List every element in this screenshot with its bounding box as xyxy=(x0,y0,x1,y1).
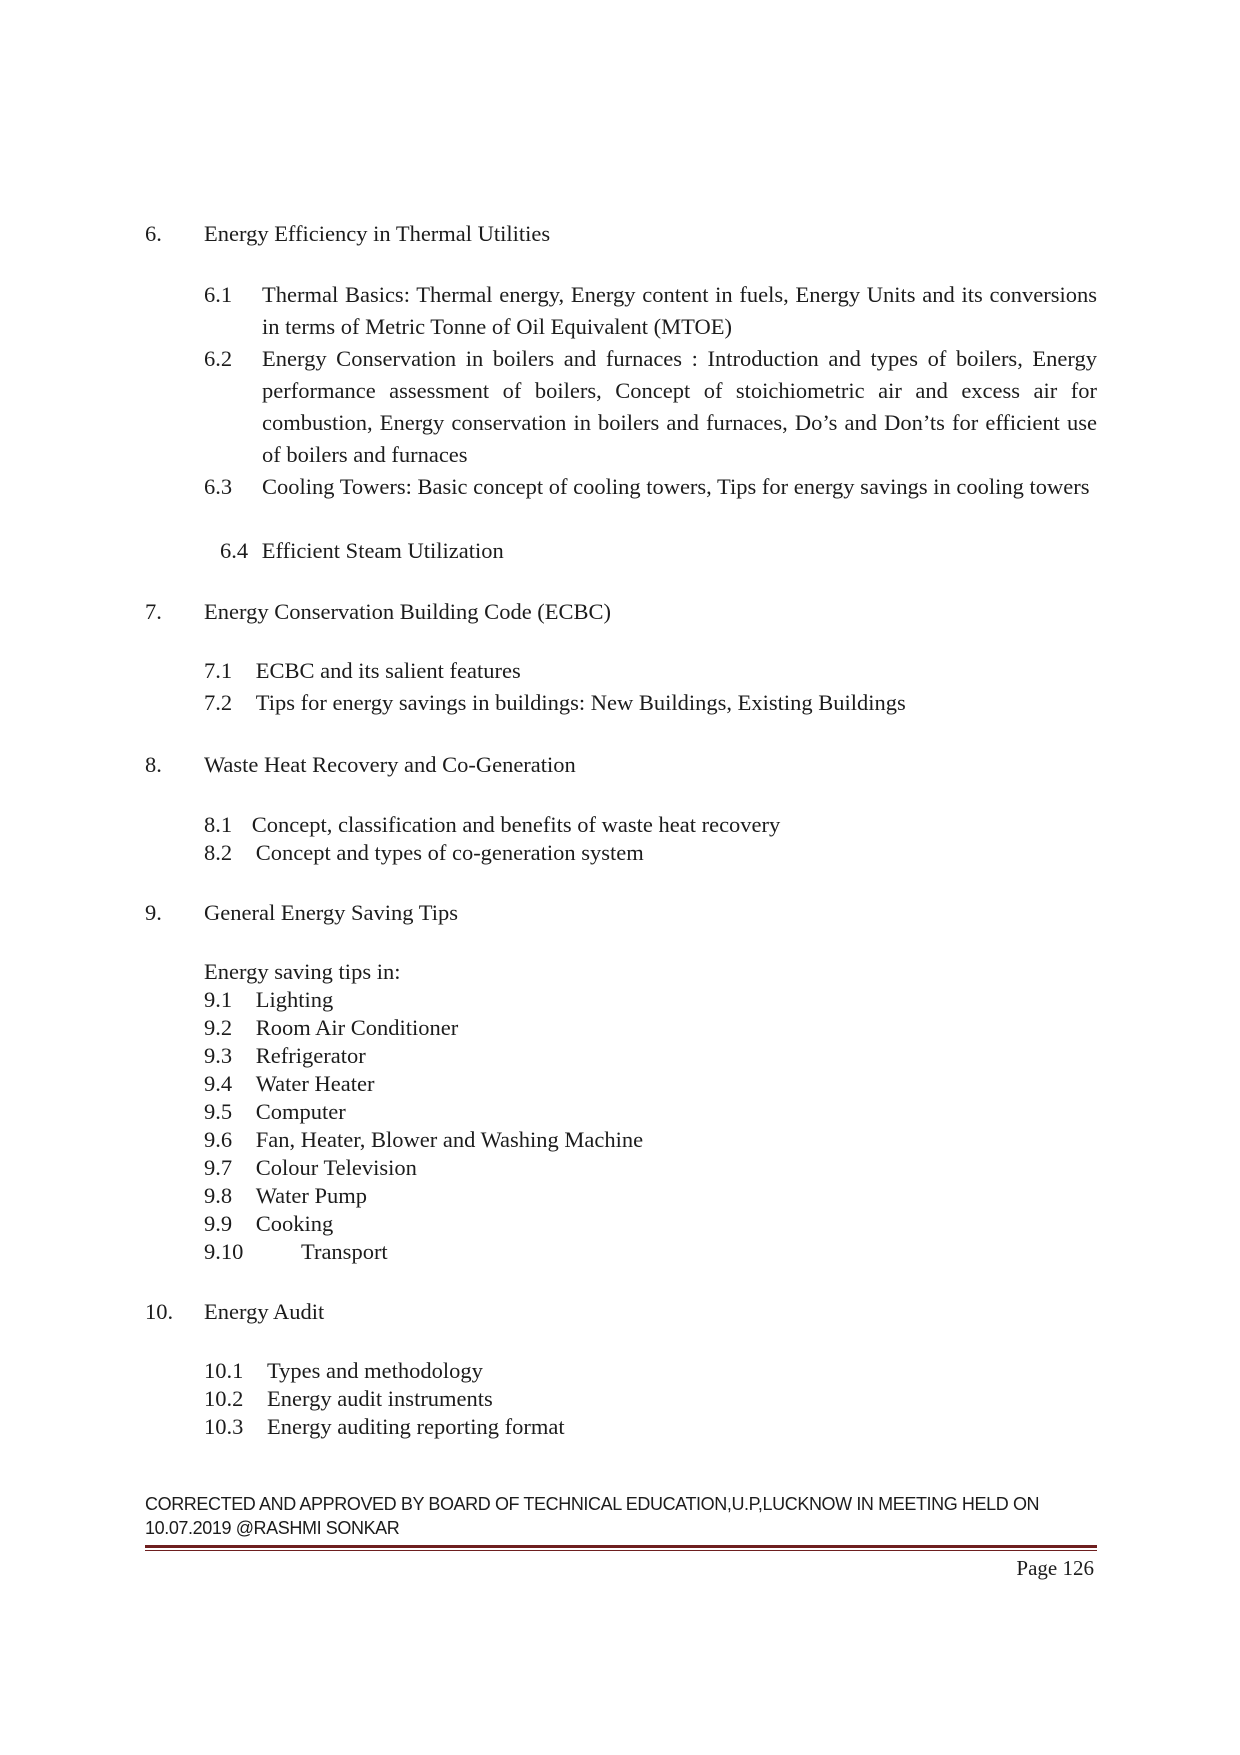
item-number: 10.1 xyxy=(204,1358,244,1383)
footer-approval-line: CORRECTED AND APPROVED BY BOARD OF TECHNICAL EDUCATION,U.P,LUCKNOW IN MEETING HELD ON xyxy=(145,1494,1040,1514)
item-text: Energy audit instruments xyxy=(267,1386,493,1411)
section-number: 8. xyxy=(145,752,162,777)
item-number: 8.2 xyxy=(204,840,233,865)
item-text: Cooking xyxy=(255,1211,334,1236)
section-number: 10. xyxy=(145,1299,174,1324)
section-title: Waste Heat Recovery and Co-Generation xyxy=(204,752,576,777)
item-number: 9.6 xyxy=(204,1127,233,1152)
item-number: 9.2 xyxy=(204,1015,233,1040)
list-item xyxy=(204,279,1097,343)
item-text: ECBC and its salient features xyxy=(255,658,521,683)
section-title: Energy Audit xyxy=(204,1299,325,1324)
list-item xyxy=(204,687,906,719)
section-title: Energy Efficiency in Thermal Utilities xyxy=(204,221,551,246)
list-item xyxy=(204,1411,565,1443)
item-text: Cooling Towers: Basic concept of cooling towers, Tips for energy savings in cooling towers xyxy=(262,474,1090,499)
item-number: 7.2 xyxy=(204,690,233,715)
list-item xyxy=(204,655,521,687)
item-number: 6.2 xyxy=(204,346,233,371)
item-number: 6.3 xyxy=(204,474,233,499)
item-number: 9.3 xyxy=(204,1043,233,1068)
footer-divider-thin xyxy=(145,1550,1097,1551)
section-number: 9. xyxy=(145,900,162,925)
item-number: 9.4 xyxy=(204,1071,233,1096)
item-number: 8.1 xyxy=(204,812,233,837)
list-item xyxy=(204,471,1097,503)
list-item xyxy=(220,535,504,567)
item-text: Refrigerator xyxy=(255,1043,366,1068)
item-text: Tips for energy savings in buildings: New Buildings, Existing Buildings xyxy=(255,690,906,715)
item-number: 9.9 xyxy=(204,1211,233,1236)
item-text: Thermal Basics: Thermal energy, Energy content in fuels, Energy Units and its conversions in terms of Metric Tonne of Oil Equivalent (MTOE) xyxy=(262,282,1097,339)
section-title: Energy Conservation Building Code (ECBC) xyxy=(204,599,612,624)
list-item xyxy=(204,343,1097,471)
page-number: Page 126 xyxy=(1016,1556,1094,1580)
list-item xyxy=(204,1236,388,1268)
section-number: 6. xyxy=(145,221,162,246)
item-number: 9.8 xyxy=(204,1183,233,1208)
item-text: Efficient Steam Utilization xyxy=(261,538,504,563)
item-number: 6.4 xyxy=(220,538,249,563)
item-number: 10.2 xyxy=(204,1386,244,1411)
item-text: Lighting xyxy=(255,987,334,1012)
item-text: Energy auditing reporting format xyxy=(267,1414,565,1439)
footer-date-author: 10.07.2019 @RASHMI SONKAR xyxy=(145,1518,400,1538)
item-text: Concept, classification and benefits of waste heat recovery xyxy=(251,812,781,837)
section-number: 7. xyxy=(145,599,162,624)
item-number: 7.1 xyxy=(204,658,233,683)
item-number: 9.10 xyxy=(204,1239,244,1264)
item-text: Computer xyxy=(255,1099,346,1124)
item-number: 9.5 xyxy=(204,1099,233,1124)
item-text: Fan, Heater, Blower and Washing Machine xyxy=(255,1127,644,1152)
item-text: Room Air Conditioner xyxy=(255,1015,459,1040)
item-text: Water Pump xyxy=(255,1183,368,1208)
item-text: Energy Conservation in boilers and furnaces : Introduction and types of boilers, Energy performance assessment of boilers, Concept of stoichiometric air and excess air for combustion, Energy conservation in boilers and furnaces, Do’s and Don’ts for efficient use of boilers and furnaces xyxy=(262,346,1097,467)
list-item xyxy=(204,837,644,869)
page-footer xyxy=(145,1492,1095,1540)
item-number: 9.1 xyxy=(204,987,233,1012)
item-number: 6.1 xyxy=(204,282,233,307)
item-text: Types and methodology xyxy=(267,1358,483,1383)
section-title: General Energy Saving Tips xyxy=(204,900,458,925)
footer-divider xyxy=(145,1545,1097,1548)
item-text: Transport xyxy=(301,1239,388,1264)
item-number: 9.7 xyxy=(204,1155,233,1180)
item-text: Colour Television xyxy=(255,1155,417,1180)
item-text: Water Heater xyxy=(255,1071,375,1096)
item-number: 10.3 xyxy=(204,1414,244,1439)
item-text: Concept and types of co-generation system xyxy=(255,840,644,865)
intro-text: Energy saving tips in: xyxy=(204,959,401,984)
